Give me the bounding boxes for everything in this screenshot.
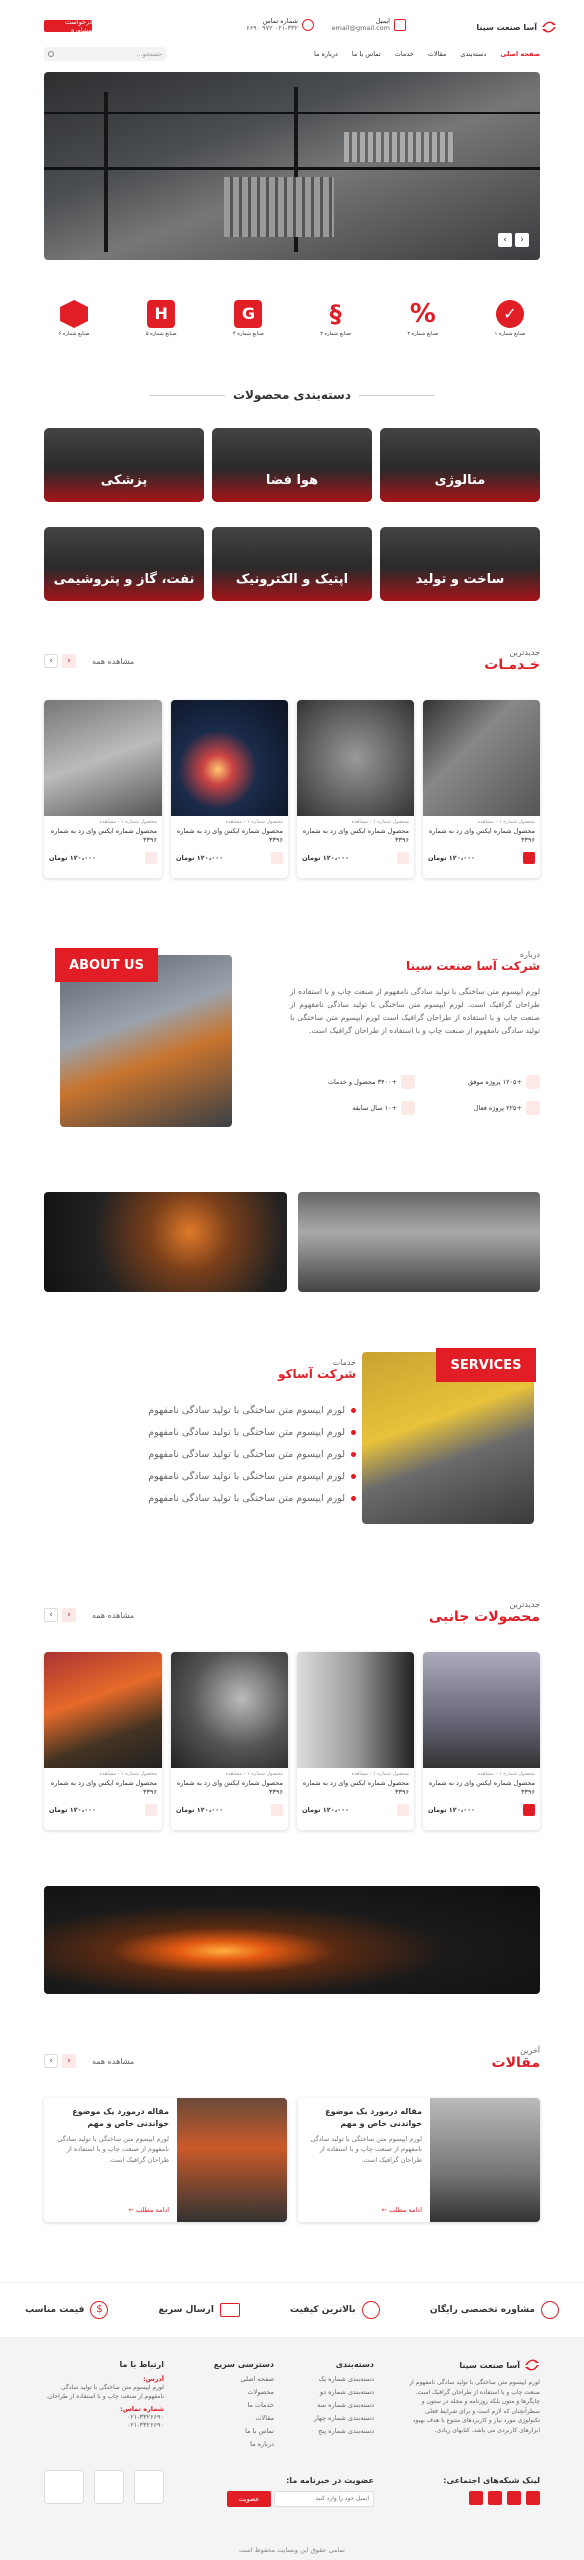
services-heading: جدیدترین خـدمـات xyxy=(484,648,540,673)
stat-icon xyxy=(401,1101,415,1115)
service-card[interactable]: محصول شماره ۱ - مشاهده محصول شماره ایکس وای زد به شماره ۳۳۹۶ ۱۲۰،۰۰۰ تومان xyxy=(44,700,162,878)
products-heading: جدیدترین محصولات جانبی xyxy=(428,1600,540,1625)
category-label: هوا فضا xyxy=(265,473,319,488)
stat-icon xyxy=(526,1075,540,1089)
features-bar: مشاوره تخصصی رایگان بالاترین کیفیت ارسال سریع $ قیمت مناسب xyxy=(0,2282,584,2338)
category-card[interactable] xyxy=(212,527,372,601)
cart-icon[interactable] xyxy=(145,852,157,864)
cart-icon[interactable] xyxy=(523,852,535,864)
cart-icon[interactable] xyxy=(145,1804,157,1816)
articles-see-all[interactable]: مشاهده همه xyxy=(92,2057,135,2066)
forge-banner xyxy=(44,1886,540,1994)
category-label: ساخت و تولید xyxy=(415,572,505,587)
footer-link[interactable]: مقالات xyxy=(255,2414,274,2422)
company-heading: خدمات شرکت آساکو xyxy=(277,1358,356,1381)
nav-articles[interactable]: مقالات xyxy=(427,50,447,58)
category-card[interactable] xyxy=(380,527,540,601)
telegram-icon[interactable] xyxy=(526,2491,540,2505)
hero-next-button[interactable]: › xyxy=(498,233,512,247)
search-placeholder: جستجو... xyxy=(136,50,162,58)
nav-services[interactable]: خدمات xyxy=(394,50,414,58)
about-heading: درباره شرکت آسا صنعت سینا xyxy=(406,950,540,973)
brand-hex-icon xyxy=(60,300,88,328)
category-card[interactable] xyxy=(380,428,540,502)
category-card[interactable] xyxy=(212,428,372,502)
hero-prev-button[interactable]: ‹ xyxy=(515,233,529,247)
quality-icon xyxy=(362,2301,380,2319)
trust-badge-icon[interactable] xyxy=(134,2470,164,2504)
service-card[interactable]: محصول شماره ۱ - مشاهده محصول شماره ایکس وای زد به شماره ۳۳۹۶ ۱۲۰،۰۰۰ تومان xyxy=(297,700,414,878)
cart-icon[interactable] xyxy=(397,1804,409,1816)
product-card[interactable]: محصول شماره ۱ - مشاهده محصول شماره ایکس وای زد به شماره ۳۳۹۶ ۱۲۰،۰۰۰ تومان xyxy=(423,1652,540,1830)
brand-item[interactable]: H صنایع شماره ۵ xyxy=(131,300,191,350)
articles-heading: آخرین مقالات xyxy=(491,2046,540,2071)
cart-icon[interactable] xyxy=(271,852,283,864)
category-label: پزشکی xyxy=(100,473,148,488)
worker-image xyxy=(44,1192,287,1292)
cart-icon[interactable] xyxy=(523,1804,535,1816)
support-icon xyxy=(541,2301,559,2319)
email-info: ایمیل email@gmail.com xyxy=(332,18,406,32)
truck-icon xyxy=(220,2303,240,2317)
nav-home[interactable]: صفحه اصلی xyxy=(500,50,540,58)
samandehi-icon[interactable] xyxy=(44,2470,84,2504)
read-more-link[interactable]: ادامه مطلب ← xyxy=(128,2206,169,2214)
product-card[interactable]: محصول شماره ۱ - مشاهده محصول شماره ایکس وای زد به شماره ۳۳۹۶ ۱۲۰،۰۰۰ تومان xyxy=(171,1652,288,1830)
footer-link[interactable]: تماس با ما xyxy=(245,2427,274,2435)
article-card[interactable]: مقاله درمورد یک موضوع خواندنی خاص و مهم لورم ایپسوم متن ساختگی با تولید سادگی نامفهوم از صنعت چاپ و با استفاده از طراحان گرافیک است. ادامه مطلب ← xyxy=(298,2098,540,2222)
stat-icon xyxy=(526,1101,540,1115)
copyright: تمامی حقوق این وبسایت محفوظ است xyxy=(239,2546,345,2554)
footer-link[interactable]: صفحه اصلی xyxy=(240,2375,274,2383)
price-icon: $ xyxy=(90,2301,108,2319)
newsletter-input[interactable] xyxy=(274,2491,374,2507)
phone-icon xyxy=(302,19,314,31)
nav-about[interactable]: درباره ما xyxy=(313,50,338,58)
brand-item[interactable]: G صنایع شماره ۴ xyxy=(218,300,278,350)
services-prev-button[interactable]: ‹ xyxy=(62,654,76,668)
instagram-icon[interactable] xyxy=(507,2491,521,2505)
article-card[interactable]: مقاله درمورد یک موضوع خواندنی خاص و مهم لورم ایپسوم متن ساختگی با تولید سادگی نامفهوم از صنعت چاپ و با استفاده از طراحان گرافیک است. ادامه مطلب ← xyxy=(44,2098,287,2222)
footer-link[interactable]: محصولات xyxy=(247,2388,274,2396)
category-card[interactable] xyxy=(44,428,204,502)
factory-image xyxy=(298,1192,540,1292)
search-box[interactable] xyxy=(44,47,166,61)
brand-percent-icon: % xyxy=(409,299,436,329)
consult-button[interactable]: درخواست مشاوره xyxy=(44,20,92,32)
category-label: نفت، گاز و پتروشیمی xyxy=(53,572,195,587)
cart-icon[interactable] xyxy=(397,852,409,864)
footer-link[interactable]: خدمات ما xyxy=(247,2401,274,2409)
products-next-button[interactable]: › xyxy=(44,1608,58,1622)
phone-info: شماره تماس ۰۲۱-۳۳۲ ۹۷۲ ۶۶۹۰ xyxy=(246,18,314,32)
products-prev-button[interactable]: ‹ xyxy=(62,1608,76,1622)
nav-bar xyxy=(44,46,540,62)
service-card[interactable]: محصول شماره ۱ - مشاهده محصول شماره ایکس وای زد به شماره ۳۳۹۶ ۱۲۰،۰۰۰ تومان xyxy=(171,700,288,878)
brand-item[interactable]: % صنایع شماره ۲ xyxy=(407,299,439,337)
facebook-icon[interactable] xyxy=(469,2491,483,2505)
logo[interactable] xyxy=(476,20,557,34)
category-label: اپتیک و الکترونیک xyxy=(235,572,349,587)
stat-icon xyxy=(401,1075,415,1089)
services-next-button[interactable]: › xyxy=(44,654,58,668)
nav-category[interactable]: دسته‌بندی xyxy=(460,50,487,58)
services-see-all[interactable]: مشاهده همه xyxy=(92,657,135,666)
company-bullets: لورم ایپسوم متن ساختگی با تولید سادگی نامفهوم لورم ایپسوم متن ساختگی با تولید سادگی نامفهوم لورم ایپسوم متن ساختگی با تولید سادگی نامفهوم لورم ایپسوم متن ساختگی با تولید سادگی نامفهوم لورم ایپسوم متن ساختگی با تولید سادگی نامفهوم xyxy=(116,1405,356,1515)
footer-link[interactable]: دسته‌بندی شماره سه xyxy=(317,2401,374,2409)
brand-item[interactable]: § صنایع شماره ۳ xyxy=(320,300,352,337)
twitter-icon[interactable] xyxy=(488,2491,502,2505)
footer-logo-icon xyxy=(524,2358,540,2372)
brand-item[interactable]: صنایع شماره ۶ xyxy=(44,300,104,350)
brand-check-icon: ✓ xyxy=(496,300,524,328)
newsletter-button[interactable]: عضویت xyxy=(227,2491,271,2507)
about-body: لورم ایپسوم متن ساختگی با تولید سادگی نامفهوم از صنعت چاپ و با استفاده از طراحان گرافیک است. لورم ایپسوم متن ساختگی با تولید سادگی نامفهوم از صنعت چاپ و با استفاده از طراحان گرافیک است لورم ایپسوم متن ساختگی با تولید سادگی نامفهوم از صنعت چاپ و با استفاده از طراحان گرافیک است. xyxy=(290,987,540,1036)
brand-h-icon: H xyxy=(147,300,175,328)
cart-icon[interactable] xyxy=(271,1804,283,1816)
categories-heading: دسته‌بندی محصولات xyxy=(150,388,434,402)
footer-link[interactable]: دسته‌بندی شماره یک xyxy=(318,2375,374,2383)
articles-prev-button[interactable]: ‹ xyxy=(62,2054,76,2068)
about-badge: ABOUT US xyxy=(55,948,158,982)
footer-link[interactable]: درباره ما xyxy=(250,2440,274,2448)
footer: آسا صنعت سینا لورم ایپسوم متن ساختگی با تولید سادگی نامفهوم از صنعت چاپ و با استفاده از طراحان گرافیک است. چاپگرها و متون بلکه روزنامه و مجله در ستون و سطرآنچنان که لازم است و برای شرایط فعلی تکنولوژی مورد نیاز و کاربردهای متنوع با هدف بهبود ابزارهای کاربردی می باشد. کتابهای زیادی. دسته‌بندی دسته‌بندی شماره یک دسته‌بندی شماره دو دسته‌بندی شماره سه دسته‌بندی شماره چهار دسته‌بندی شماره پنج دسترسی سریع صفحه اصلی محصولات خدمات ما مقالات تماس با ما درباره ما ارتباط با ما آدرس: لورم ایپسوم متن ساختگی با تولید سادگی نامفهوم از صنعت چاپ و با استفاده از طراحان. شماره تماس: ۰۲۱-۳۳۲۶۶۹۰ ۰۲۱-۳۳۲۶۶۹۰ لینک شبکه‌های اجتماعی: عضویت در خبرنامه ما: ایمیل خود را وارد کنید عضویت تمامی حقوق این وبسایت محفوظ است xyxy=(0,2338,584,2560)
category-label: متالوژی xyxy=(434,473,486,488)
products-see-all[interactable]: مشاهده همه xyxy=(92,1611,135,1620)
about-stats: +۱۲۰۵ پروژه موفق +۳۴۰۰ محصول و خدمات +۲۲۵ پروژه فعال +۱۰ سال سابقه xyxy=(290,1075,540,1115)
search-icon[interactable] xyxy=(48,51,54,57)
product-card[interactable]: محصول شماره ۱ - مشاهده محصول شماره ایکس وای زد به شماره ۳۳۹۶ ۱۲۰،۰۰۰ تومان xyxy=(44,1652,162,1830)
mail-icon xyxy=(394,19,406,31)
articles-next-button[interactable]: › xyxy=(44,2054,58,2068)
brand-row xyxy=(44,300,540,350)
footer-link[interactable]: دسته‌بندی شماره چهار xyxy=(313,2414,374,2422)
product-card[interactable]: محصول شماره ۱ - مشاهده محصول شماره ایکس وای زد به شماره ۳۳۹۶ ۱۲۰،۰۰۰ تومان xyxy=(297,1652,414,1830)
footer-link[interactable]: دسته‌بندی شماره پنج xyxy=(318,2427,374,2435)
hero-banner xyxy=(44,72,540,260)
service-card[interactable]: محصول شماره ۱ - مشاهده محصول شماره ایکس وای زد به شماره ۳۳۹۶ ۱۲۰،۰۰۰ تومان xyxy=(423,700,540,878)
footer-link[interactable]: دسته‌بندی شماره دو xyxy=(320,2388,374,2396)
nav-contact[interactable]: تماس با ما xyxy=(351,50,381,58)
logo-text: آسا صنعت سینا xyxy=(476,22,537,32)
brand-g-icon: G xyxy=(234,300,262,328)
etemad-icon[interactable] xyxy=(94,2470,124,2504)
logo-icon xyxy=(541,20,557,34)
brand-s-icon: § xyxy=(329,300,342,328)
brand-item[interactable]: ✓ صنایع شماره ۱ xyxy=(480,300,540,350)
services-badge: SERVICES xyxy=(436,1348,536,1382)
category-card[interactable] xyxy=(44,527,204,601)
read-more-link[interactable]: ادامه مطلب ← xyxy=(381,2206,422,2214)
